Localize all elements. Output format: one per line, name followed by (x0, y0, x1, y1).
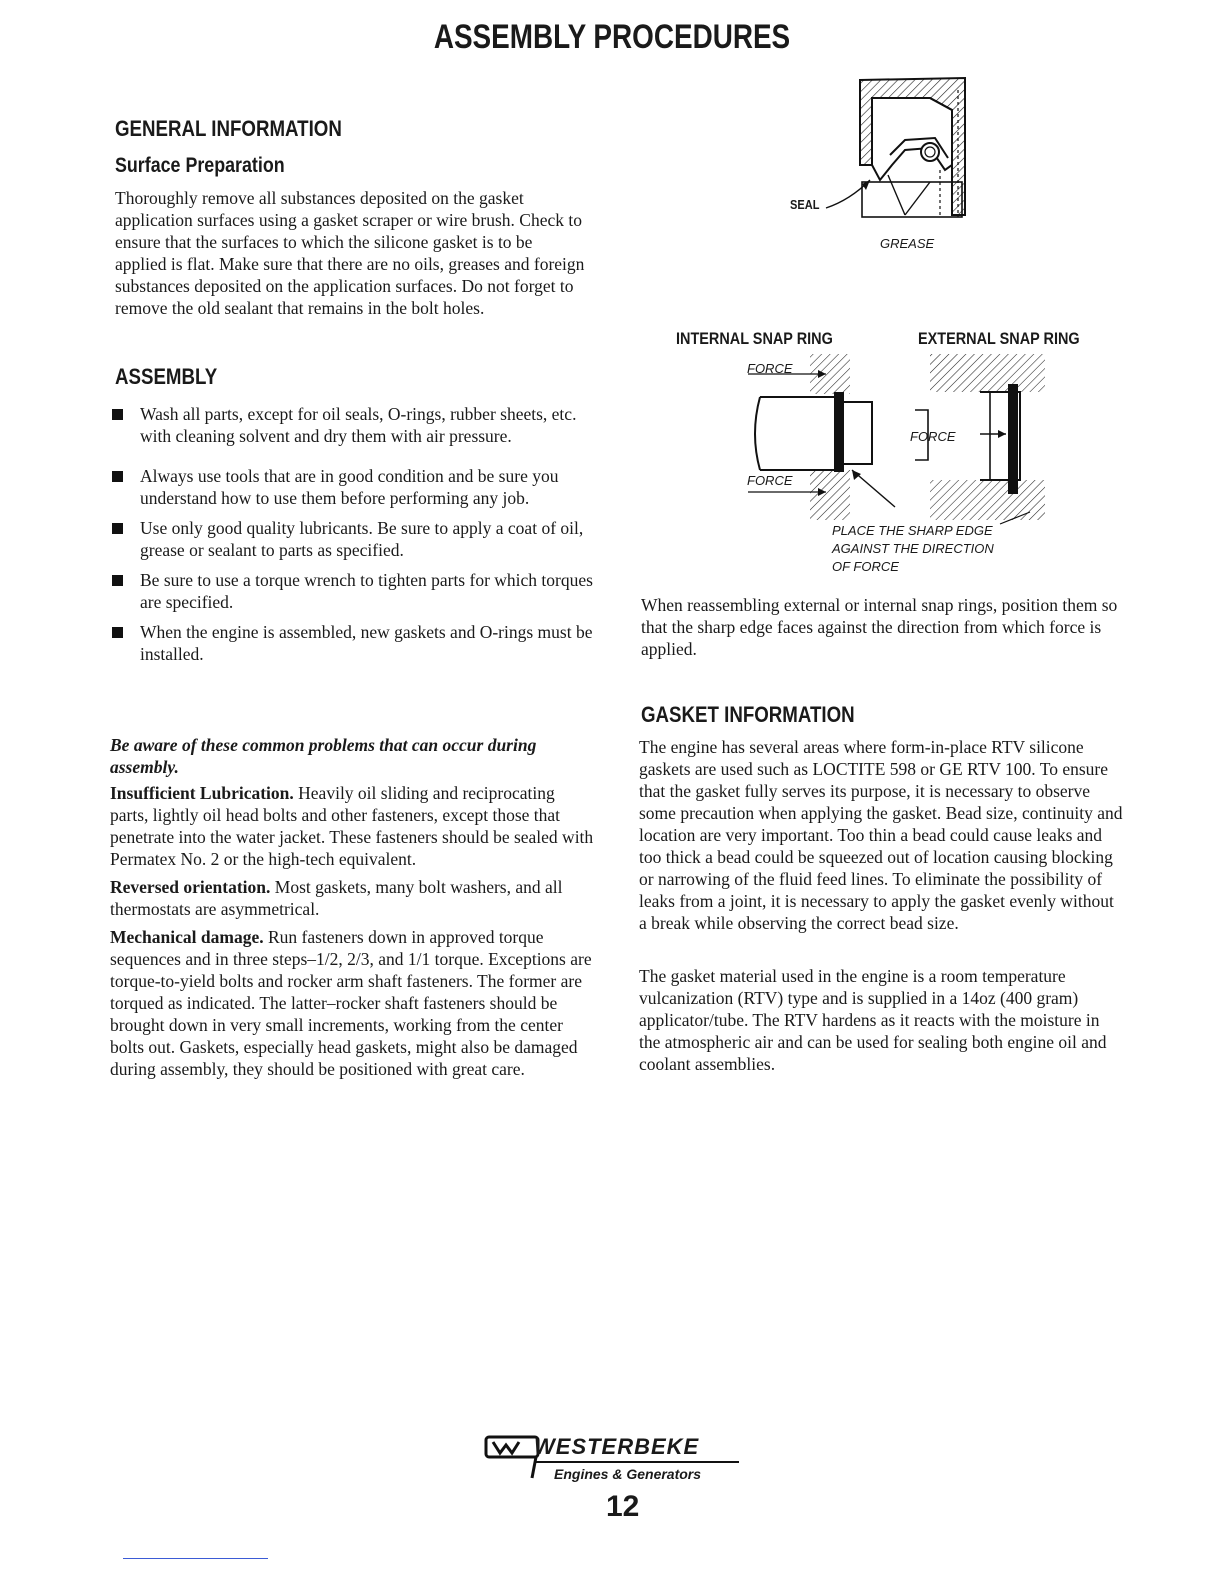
snap-ring-illustration (730, 352, 1060, 527)
assembly-bullet: Use only good quality lubricants. Be sure to apply a coat of oil, grease or sealant to parts as specified. (110, 517, 595, 561)
problem-text: Heavily oil sliding and reciprocating parts, lightly oil head bolts and other fasteners, except those that penetrate into the water jacket. These fasteners should be sealed with Permatex No. 2 or the high-tech equivalent. (110, 783, 594, 869)
assembly-bullet-list (110, 403, 595, 671)
oil-seal-illustration (780, 70, 1000, 260)
assembly-bullet: Wash all parts, except for oil seals, O-rings, rubber sheets, etc. with cleaning solvent and dry them with air pressure. (110, 403, 595, 447)
page-title: ASSEMBLY PROCEDURES (433, 18, 791, 56)
common-problems-intro: Be aware of these common problems that can occur during assembly. (110, 735, 537, 777)
gasket-paragraph: The engine has several areas where form-in-place RTV silicone gaskets are used such as LOCTITE 598 or GE RTV 100. To ensure that the gasket fully serves its purpose, it is necessary to observe some precaution when applying the gasket. Bead size, continuity and location are very important. Too thin a bead could cause leaks and too thick a bead could be squeezed out of location causing blocking or narrowing of the fluid feed lines. To eliminate the possibility of leaks from a joint, it is necessary to apply the gasket evenly without a break while observing the correct bead size. (639, 737, 1123, 933)
problem-lead: Insufficient Lubrication. (110, 783, 294, 803)
brand-tagline: Engines & Generators (554, 1466, 702, 1482)
general-information-heading: GENERAL INFORMATION (115, 116, 342, 141)
problem-item (110, 876, 595, 920)
force-label: FORCE (910, 429, 956, 444)
snap-ring-text: When reassembling external or internal snap rings, position them so that the sharp edge faces against the direction from which force is applied. (641, 595, 1118, 659)
logo-underline (534, 1461, 739, 1463)
snap-ring-caption-line: PLACE THE SHARP EDGE (832, 523, 993, 538)
assembly-heading: ASSEMBLY (115, 364, 218, 389)
problem-item (110, 782, 595, 870)
external-snap-ring-label: EXTERNAL SNAP RING (918, 329, 1080, 348)
force-label: FORCE (747, 473, 793, 488)
force-label: FORCE (747, 361, 793, 376)
grease-label: GREASE (880, 236, 935, 251)
assembly-bullet: Be sure to use a torque wrench to tighten parts for which torques are specified. (110, 569, 595, 613)
surface-preparation-heading: Surface Preparation (115, 154, 285, 177)
problem-text: Run fasteners down in approved torque sequences and in three steps–1/2, 2/3, and 1/1 torque. Exceptions are torque-to-yield bolts and rocker arm shaft fasteners. The former are torqued as indicated. The latter–rocker shaft fasteners should be brought down in very small increments, working from the center bolts out. Gaskets, especially head gaskets, might also be damaged during assembly, they should be positioned with great care. (110, 927, 592, 1079)
page-number: 12 (606, 1490, 640, 1523)
surface-preparation-text: Thoroughly remove all substances deposited on the gasket application surfaces using a gasket scraper or wire brush. Check to ensure that the surfaces to which the silicone gasket is to be applied is flat. Make sure that there are no oils, greases and foreign substances deposited on the application surfaces. Do not forget to remove the old sealant that remains in the bolt holes. (115, 188, 585, 318)
assembly-bullet: When the engine is assembled, new gaskets and O-rings must be installed. (110, 621, 595, 665)
footer-rule (123, 1558, 268, 1559)
problem-item (110, 926, 595, 1080)
westerbeke-logo (484, 1434, 744, 1494)
problem-text: Most gaskets, many bolt washers, and all thermostats are asymmetrical. (110, 877, 563, 919)
problem-lead: Reversed orientation. (110, 877, 271, 897)
brand-name: WESTERBEKE (534, 1434, 700, 1459)
seal-label: SEAL (790, 197, 820, 212)
snap-ring-caption-line: OF FORCE (832, 559, 899, 574)
internal-snap-ring-label: INTERNAL SNAP RING (676, 329, 833, 348)
gasket-information-heading: GASKET INFORMATION (641, 702, 855, 727)
snap-ring-caption-line: AGAINST THE DIRECTION (832, 541, 994, 556)
common-problems-list (110, 782, 595, 1080)
gasket-paragraph: The gasket material used in the engine is a room temperature vulcanization (RTV) type and is supplied in a 14oz (400 gram) applicator/tube. The RTV hardens as it reacts with the moisture in the atmospheric air and can be used for sealing both engine oil and coolant assemblies. (639, 966, 1107, 1074)
problem-lead: Mechanical damage. (110, 927, 264, 947)
assembly-bullet: Always use tools that are in good condition and be sure you understand how to use them before performing any job. (110, 465, 595, 509)
